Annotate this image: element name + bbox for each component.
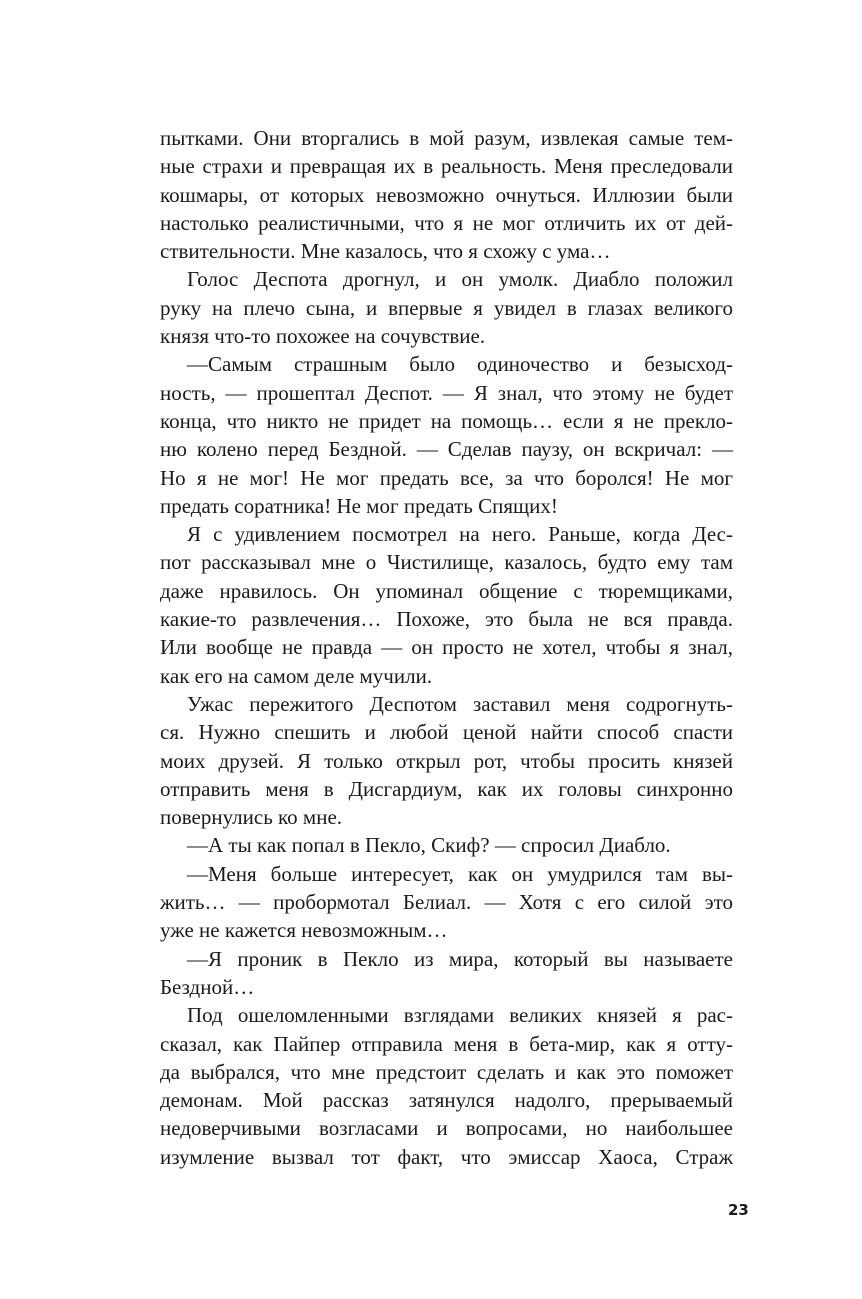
text-line: как его на самом деле мучили. — [160, 663, 433, 688]
text-line: кошмары, от которых невозможно очнуться. Иллюзии были — [160, 182, 733, 207]
text-line: демонам. Мой рассказ затянулся надолго, прерываемый — [160, 1088, 733, 1113]
text-line: —Я проник в Пекло из мира, который вы называете — [187, 946, 733, 971]
text-line: ню колено перед Бездной. — Сделав паузу, он вскричал: — — [160, 437, 733, 462]
page-number: 23 — [728, 1201, 749, 1219]
text-line: ся. Нужно спешить и любой ценой найти способ спасти — [160, 720, 733, 745]
text-line: повернулись ко мне. — [160, 805, 343, 830]
text-line: уже не кажется невозможным… — [160, 918, 448, 943]
text-line: пот рассказывал мне о Чистилище, казалось, будто ему там — [160, 550, 733, 575]
text-line: —Самым страшным было одиночество и безысход- — [187, 352, 733, 377]
text-line: отправить меня в Дисгардиум, как их головы синхронно — [160, 776, 733, 801]
text-line: —А ты как попал в Пекло, Скиф? — спросил Диабло. — [187, 833, 671, 858]
text-line: Но я не мог! Не мог предать все, за что боролся! Не мог — [160, 465, 733, 490]
text-line: предать соратника! Не мог предать Спящих! — [160, 493, 558, 518]
text-line: какие-то развлечения… Похоже, это была не вся правда. — [160, 607, 733, 632]
text-line: недоверчивыми возгласами и вопросами, но наибольшее — [160, 1116, 733, 1141]
text-line: изумление вызвал тот факт, что эмиссар Хаоса, Страж — [160, 1144, 733, 1169]
text-line: Голос Деспота дрогнул, и он умолк. Диабло положил — [187, 267, 733, 292]
text-line: конца, что никто не придет на помощь… если я не прекло- — [160, 408, 733, 433]
text-line: руку на плечо сына, и впервые я увидел в глазах великого — [160, 295, 733, 320]
text-line: Бездной… — [160, 974, 255, 999]
text-line: ствительности. Мне казалось, что я схожу с ума… — [160, 239, 611, 264]
text-line: —Меня больше интересует, как он умудрился там вы- — [187, 861, 733, 886]
text-line: да выбрался, что мне предстоит сделать и как это поможет — [160, 1059, 733, 1084]
body-text — [160, 124, 733, 1171]
text-line: Я с удивлением посмотрел на него. Раньше, когда Дес- — [187, 522, 733, 547]
text-line: пытками. Они вторгались в мой разум, извлекая самые тем- — [160, 126, 733, 150]
text-line: Ужас пережитого Деспотом заставил меня содрогнуть- — [187, 691, 733, 716]
text-line: даже нравилось. Он упоминал общение с тюремщиками, — [160, 578, 733, 603]
text-line: настолько реалистичными, что я не мог отличить их от дей- — [160, 210, 733, 235]
text-line: сказал, как Пайпер отправила меня в бета-мир, как я отту- — [160, 1031, 733, 1056]
text-line: жить… — пробормотал Белиал. — Хотя с его силой это — [160, 890, 733, 915]
text-line: Или вообще не правда — он просто не хотел, чтобы я знал, — [160, 635, 733, 660]
text-line: ные страхи и превращая их в реальность. Меня преследовали — [160, 154, 733, 179]
text-line: ность, — прошептал Деспот. — Я знал, что этому не будет — [160, 380, 733, 405]
text-line: моих друзей. Я только открыл рот, чтобы просить князей — [160, 748, 733, 773]
text-line: Под ошеломленными взглядами великих князей я рас- — [187, 1003, 733, 1028]
text-line: князя что-то похожее на сочувствие. — [160, 324, 486, 349]
